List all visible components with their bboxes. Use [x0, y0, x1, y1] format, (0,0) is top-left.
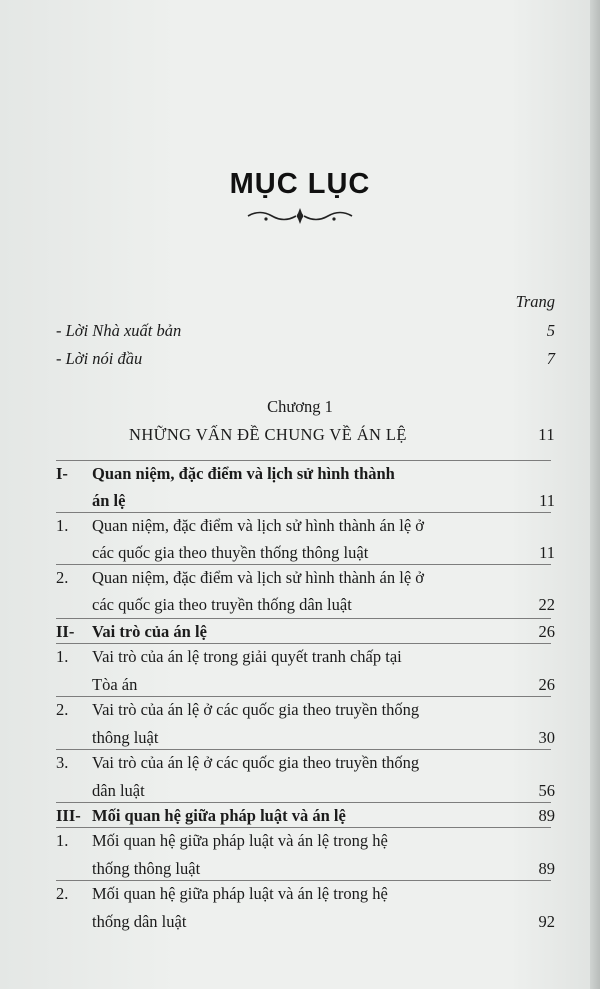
divider	[56, 618, 551, 619]
divider	[56, 696, 551, 697]
section-page: 89	[538, 806, 555, 825]
item-page: 89	[538, 859, 555, 878]
toc-title: MỤC LỤC	[229, 168, 371, 200]
divider	[56, 880, 551, 881]
item-page: 22	[538, 595, 555, 614]
section-title: Quan niệm, đặc điểm và lịch sử hình thành	[92, 464, 395, 483]
section-index: III-	[56, 806, 81, 825]
page-column-header: Trang	[515, 292, 555, 311]
chapter-label: Chương 1	[267, 397, 333, 416]
divider	[56, 827, 551, 828]
item-page: 56	[538, 781, 555, 800]
item-title: Vai trò của án lệ trong giải quyết tranh chấp tại	[92, 647, 402, 666]
item-index: 2.	[56, 568, 69, 587]
divider	[56, 802, 551, 803]
item-index: 2.	[56, 700, 69, 719]
chapter-title: NHỮNG VẤN ĐỀ CHUNG VỀ ÁN LỆ	[129, 425, 407, 444]
section-title: Vai trò của án lệ	[92, 622, 207, 641]
item-title: Quan niệm, đặc điểm và lịch sử hình thành án lệ ở	[92, 568, 424, 587]
item-index: 3.	[56, 753, 69, 772]
item-title-line2: các quốc gia theo truyền thống dân luật	[92, 595, 352, 614]
section-page: 26	[538, 622, 555, 641]
entry-label: - Lời nói đầu	[56, 349, 143, 368]
entry-page: 7	[546, 349, 555, 368]
item-title: Vai trò của án lệ ở các quốc gia theo truyền thống	[92, 753, 420, 772]
item-title-line2: các quốc gia theo thuyền thống thông luật	[92, 543, 369, 562]
divider	[56, 512, 551, 513]
section-index: I-	[56, 464, 68, 483]
divider	[56, 564, 551, 565]
item-page: 30	[538, 728, 555, 747]
item-title: Mối quan hệ giữa pháp luật và án lệ trong hệ	[92, 884, 388, 903]
section-title-line2: án lệ	[92, 491, 126, 510]
item-index: 1.	[56, 647, 69, 666]
divider	[56, 460, 551, 461]
item-title-line2: thông luật	[92, 728, 159, 747]
item-title-line2: thống thông luật	[92, 859, 201, 878]
item-index: 1.	[56, 516, 69, 535]
section-title: Mối quan hệ giữa pháp luật và án lệ	[92, 806, 346, 825]
entry-page: 5	[546, 321, 555, 340]
ornament-divider-icon	[246, 205, 354, 227]
item-title: Quan niệm, đặc điểm và lịch sử hình thành án lệ ở	[92, 516, 424, 535]
item-page: 11	[539, 543, 555, 562]
page-edge	[590, 0, 600, 989]
item-page: 26	[538, 675, 555, 694]
section-page: 11	[539, 491, 555, 510]
item-title-line2: dân luật	[92, 781, 145, 800]
item-title-line2: Tòa án	[92, 675, 138, 694]
item-title-line2: thống dân luật	[92, 912, 187, 931]
item-index: 1.	[56, 831, 69, 850]
section-index: II-	[56, 622, 75, 641]
item-index: 2.	[56, 884, 69, 903]
chapter-page: 11	[538, 425, 555, 444]
divider	[56, 643, 551, 644]
item-page: 92	[538, 912, 555, 931]
entry-label: - Lời Nhà xuất bản	[56, 321, 182, 340]
divider	[56, 749, 551, 750]
item-title: Vai trò của án lệ ở các quốc gia theo truyền thống	[92, 700, 420, 719]
item-title: Mối quan hệ giữa pháp luật và án lệ trong hệ	[92, 831, 388, 850]
